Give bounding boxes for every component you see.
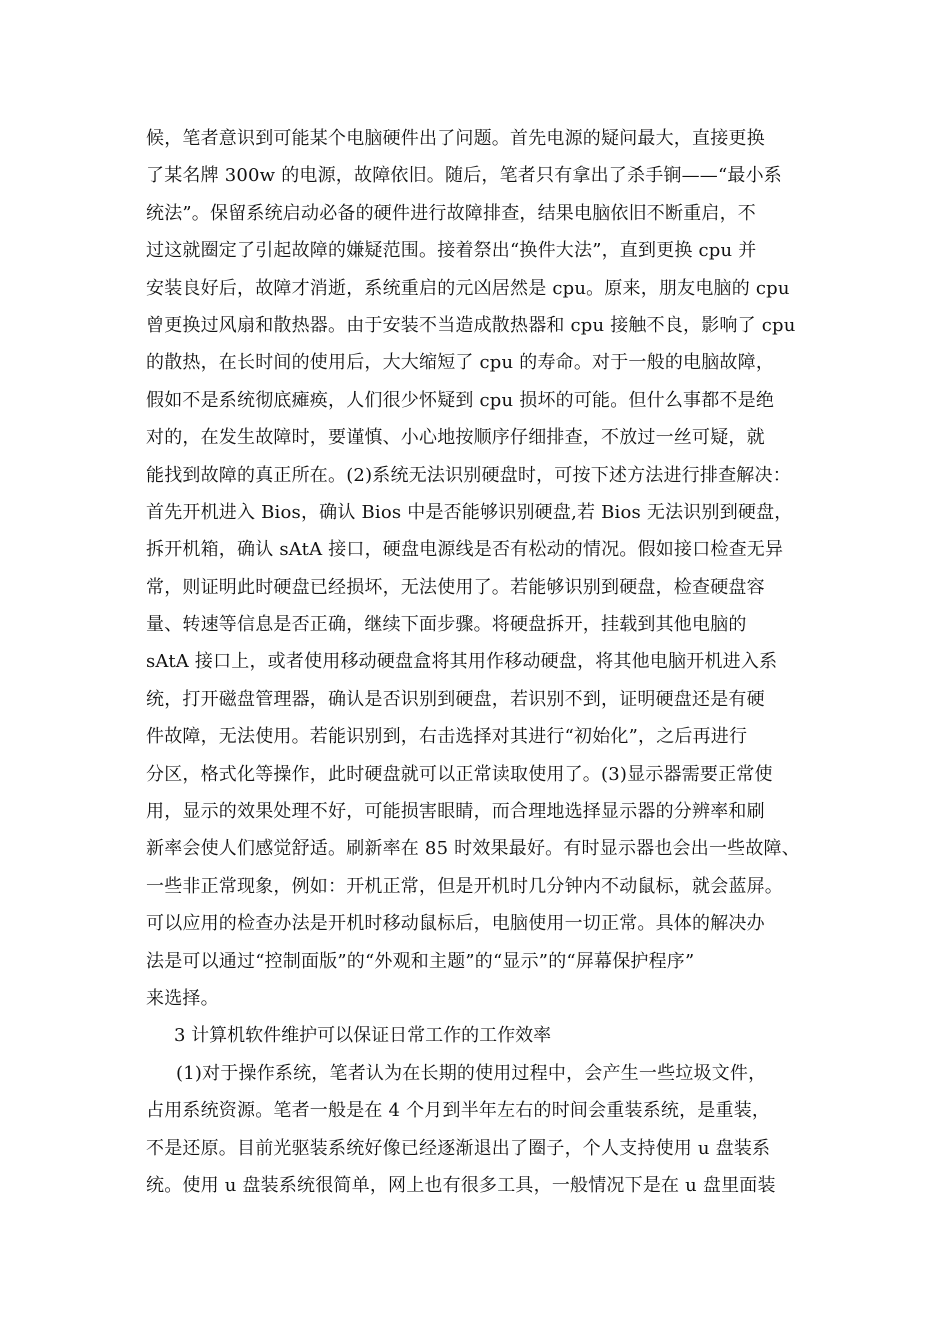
text-line: 统。使用 u 盘装系统很简单，网上也有很多工具，一般情况下是在 u 盘里面装 [146, 1175, 776, 1197]
text-line: 一些非正常现象，例如：开机正常，但是开机时几分钟内不动鼠标，就会蓝屏。 [146, 875, 783, 897]
text-line: 常，则证明此时硬盘已经损坏，无法使用了。若能够识别到硬盘，检查硬盘容 [146, 576, 765, 598]
text-line: 不是还原。目前光驱装系统好像已经逐渐退出了圈子，个人支持使用 u 盘装系 [146, 1137, 771, 1159]
text-line: 拆开机箱，确认 sAtA 接口，硬盘电源线是否有松动的情况。假如接口检查无异 [146, 539, 784, 561]
text-line: 对的，在发生故障时，要谨慎、小心地按顺序仔细排查，不放过一丝可疑，就 [146, 427, 765, 449]
body-paragraph-2 [146, 1055, 826, 1205]
text-line: 曾更换过风扇和散热器。由于安装不当造成散热器和 cpu 接触不良，影响了 cpu [146, 314, 796, 336]
text-line: sAtA 接口上，或者使用移动硬盘盒将其用作移动硬盘，将其他电脑开机进入系 [146, 651, 778, 673]
text-line: 用，显示的效果处理不好，可能损害眼睛，而合理地选择显示器的分辨率和刷 [146, 801, 765, 823]
text-line: 首先开机进入 Bios，确认 Bios 中是否能够识别硬盘,若 Bios 无法识别到硬盘， [146, 501, 793, 523]
text-line: 量、转速等信息是否正确，继续下面步骤。将硬盘拆开，挂载到其他电脑的 [146, 614, 747, 636]
text-line: 的散热，在长时间的使用后，大大缩短了 cpu 的寿命。对于一般的电脑故障， [146, 352, 775, 374]
text-line: 候，笔者意识到可能某个电脑硬件出了问题。首先电源的疑问最大，直接更换 [146, 128, 765, 149]
text-line: 能找到故障的真正所在。(2)系统无法识别硬盘时，可按下述方法进行排查解决： [146, 464, 791, 486]
text-line: 件故障，无法使用。若能识别到，右击选择对其进行“初始化”，之后再进行 [146, 726, 748, 748]
text-line: 分区，格式化等操作，此时硬盘就可以正常读取使用了。(3)显示器需要正常使 [146, 763, 773, 785]
text-line: 过这就圈定了引起故障的嫌疑范围。接着祭出“换件大法”，直到更换 cpu 并 [146, 240, 757, 262]
text-line: 来选择。 [146, 987, 219, 1009]
text-line: 可以应用的检查办法是开机时移动鼠标后，电脑使用一切正常。具体的解决办 [146, 913, 765, 935]
text-line: 统，打开磁盘管理器，确认是否识别到硬盘，若识别不到，证明硬盘还是有硬 [146, 688, 765, 710]
body-paragraph-1 [146, 120, 826, 1017]
text-line: (1)对于操作系统，笔者认为在长期的使用过程中，会产生一些垃圾文件， [176, 1063, 767, 1084]
text-line: 新率会使人们感觉舒适。刷新率在 85 时效果最好。有时显示器也会出一些故障、 [146, 838, 800, 860]
text-line: 统法”。保留系统启动必备的硬件进行故障排查，结果电脑依旧不断重启，不 [146, 202, 756, 224]
section-heading: 3 计算机软件维护可以保证日常工作的工作效率 [174, 1025, 552, 1046]
text-line: 占用系统资源。笔者一般是在 4 个月到半年左右的时间会重装系统，是重装， [146, 1100, 771, 1122]
text-line: 安装良好后，故障才消逝，系统重启的元凶居然是 cpu。原来，朋友电脑的 cpu [146, 277, 790, 299]
text-line: 法是可以通过“控制面版”的“外观和主题”的“显示”的“屏幕保护程序” [146, 950, 695, 972]
text-line: 了某名牌 300w 的电源，故障依旧。随后，笔者只有拿出了杀手锏——“最小系 [146, 165, 783, 187]
text-line: 假如不是系统彻底瘫痪，人们很少怀疑到 cpu 损坏的可能。但什么事都不是绝 [146, 389, 775, 411]
